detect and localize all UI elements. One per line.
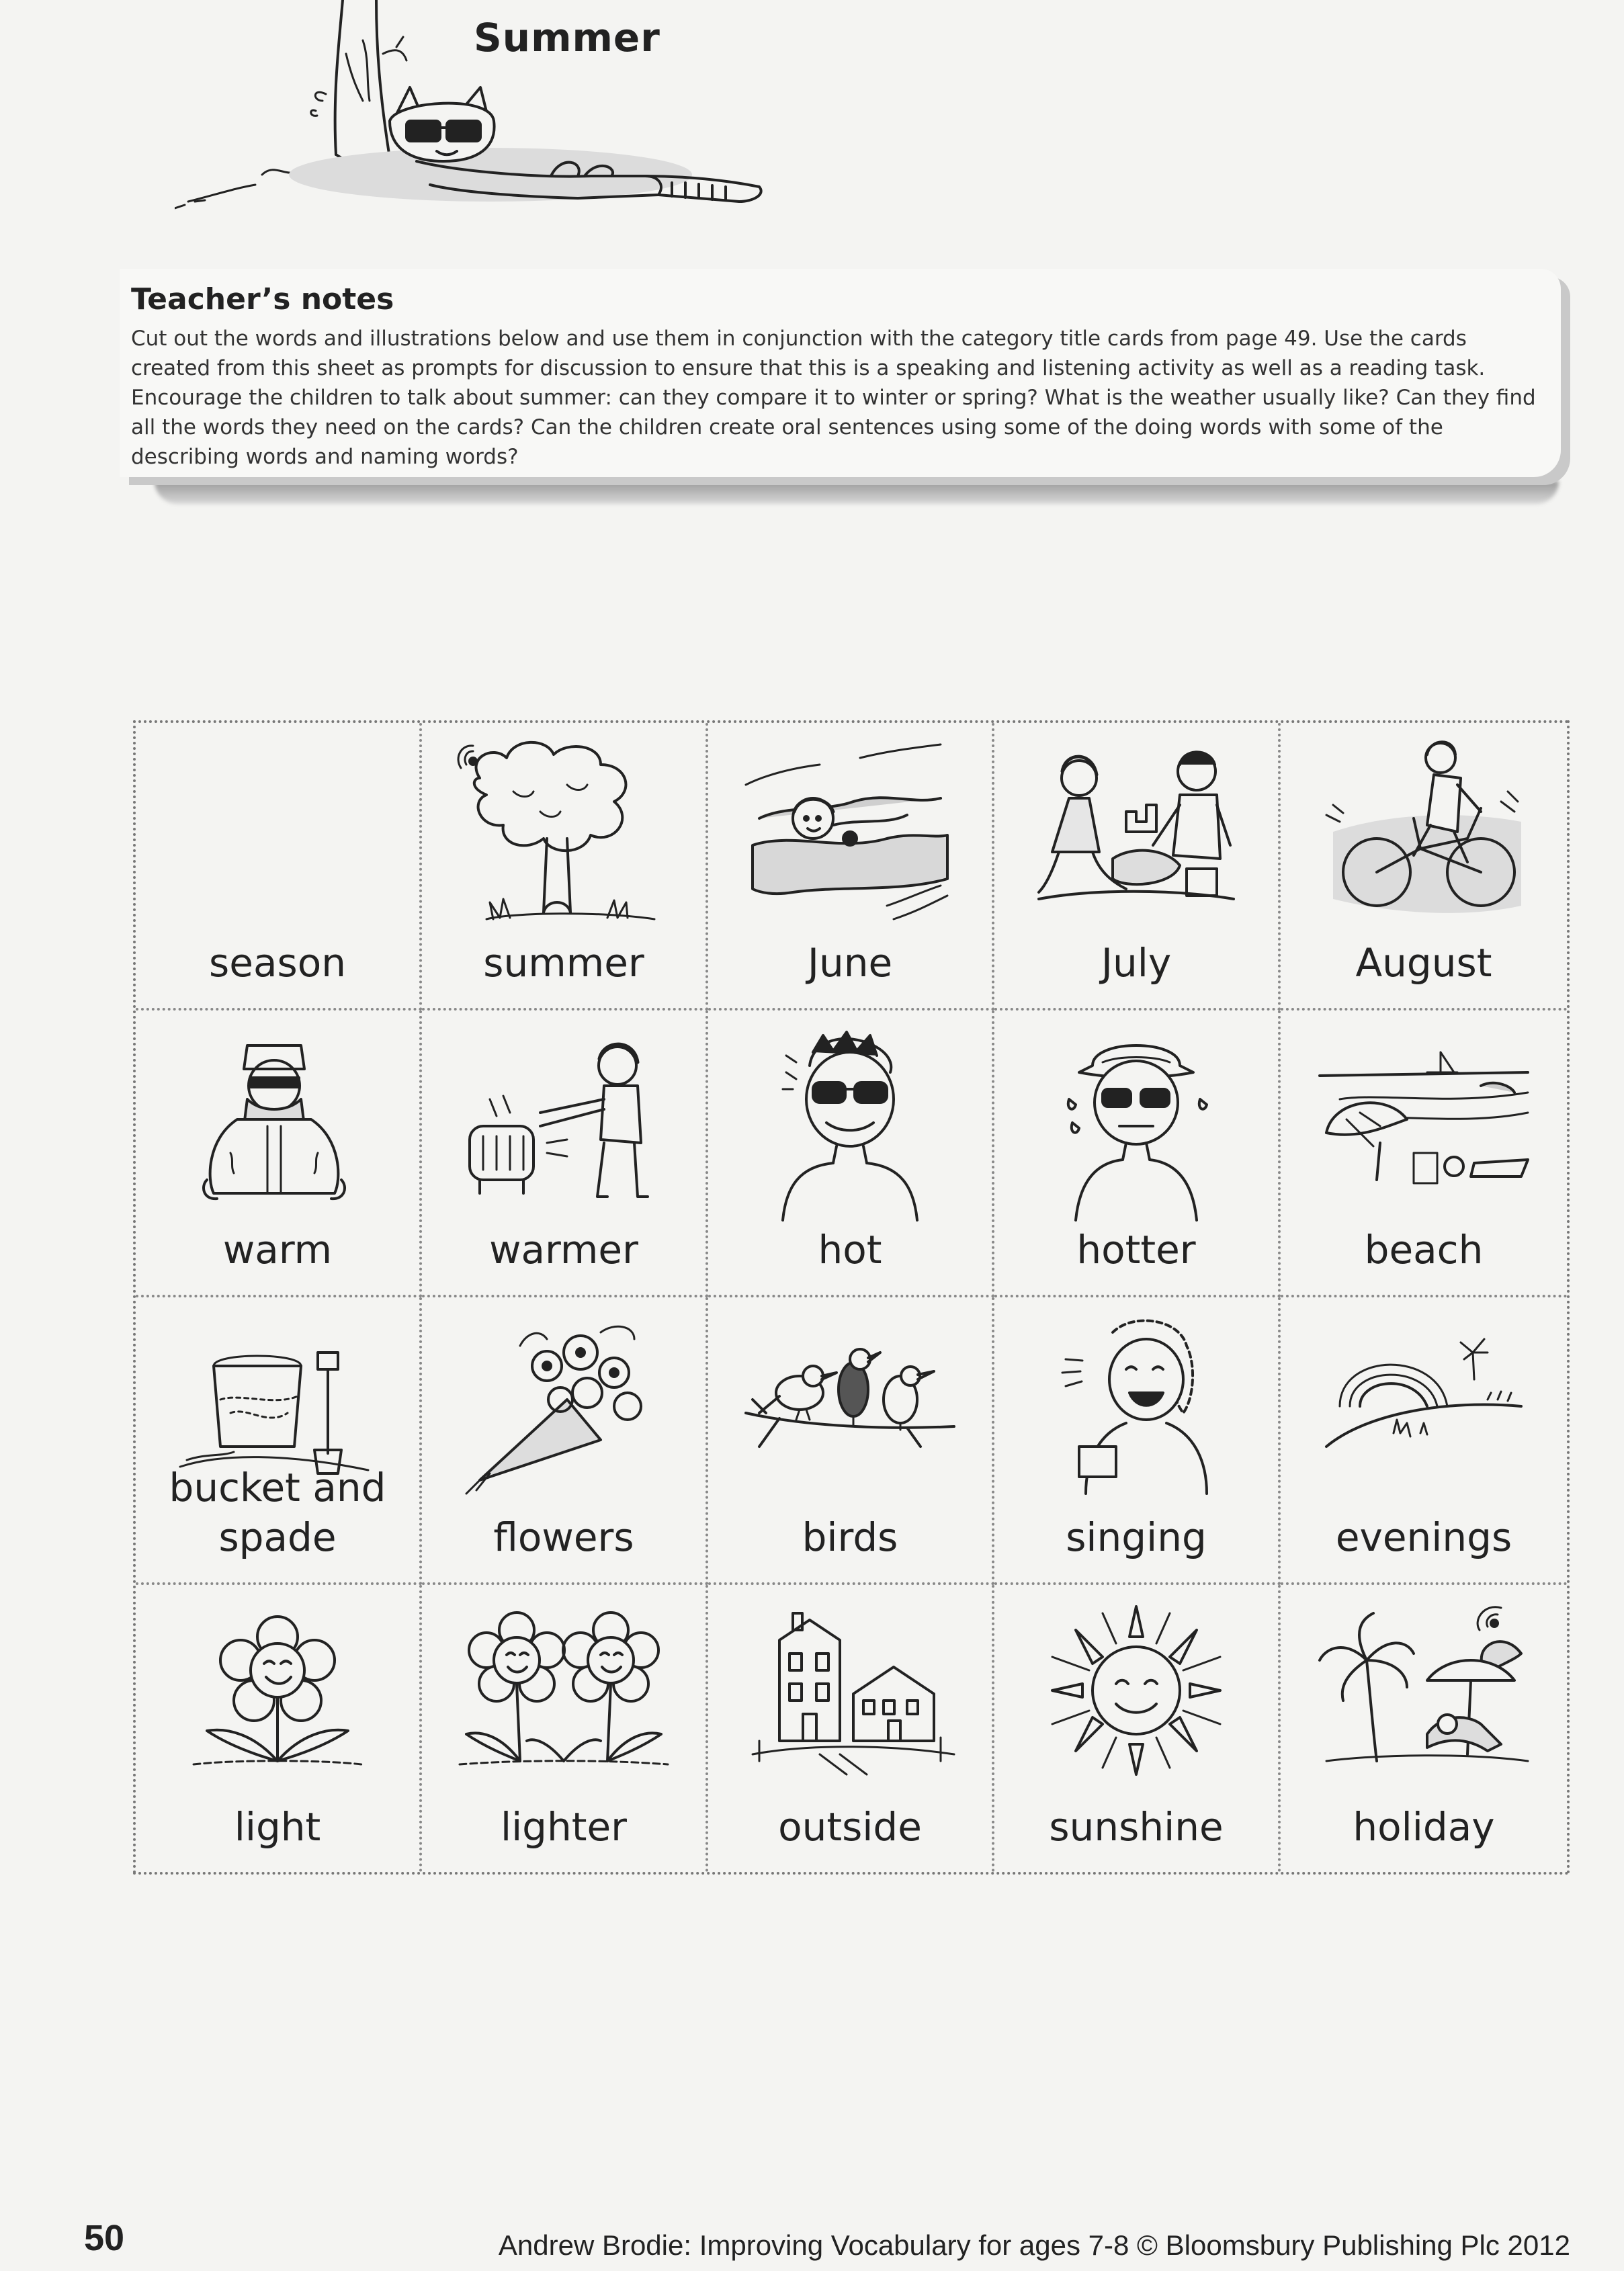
card-singing — [994, 1297, 1281, 1585]
card-word: holiday — [1353, 1804, 1495, 1850]
flower-icon — [167, 1600, 388, 1801]
footer-credit: Andrew Brodie: Improving Vocabulary for ages 7-8 © Bloomsbury Publishing Plc 2012 — [498, 2229, 1570, 2261]
sandcastle-icon — [1025, 738, 1247, 939]
card-word: lighter — [500, 1804, 628, 1850]
heater-icon — [453, 1025, 675, 1227]
card-lighter — [422, 1585, 708, 1873]
singer-icon — [1025, 1312, 1247, 1514]
sweating-face-icon — [1025, 1025, 1247, 1227]
page-title: Summer — [474, 15, 660, 60]
card-word: singing — [1066, 1514, 1207, 1560]
houses-icon — [739, 1600, 961, 1801]
card-word: July — [1101, 939, 1172, 986]
card-word: hotter — [1076, 1227, 1196, 1273]
card-august — [1281, 723, 1567, 1011]
card-outside — [708, 1585, 994, 1873]
card-word: bucket and spade — [169, 1464, 386, 1560]
card-flowers — [422, 1297, 708, 1585]
card-word: June — [807, 939, 893, 986]
sunglasses-face-icon — [739, 1025, 961, 1227]
card-beach — [1281, 1011, 1567, 1298]
sun-icon — [1025, 1600, 1247, 1801]
wrapped-person-icon — [167, 1025, 388, 1227]
tree-icon — [453, 738, 675, 939]
notes-panel-shadow — [155, 481, 1559, 504]
card-word: season — [209, 939, 346, 986]
card-july — [994, 723, 1281, 1011]
bicycle-icon — [1313, 738, 1535, 939]
card-evenings — [1281, 1297, 1567, 1585]
card-sunshine — [994, 1585, 1281, 1873]
card-warmer — [422, 1011, 708, 1298]
card-word: sunshine — [1049, 1804, 1224, 1850]
swimmer-icon — [739, 738, 961, 939]
card-word: warmer — [489, 1227, 638, 1273]
card-hotter — [994, 1011, 1281, 1298]
card-word: light — [234, 1804, 321, 1850]
card-word: evenings — [1335, 1514, 1512, 1560]
card-word: beach — [1364, 1227, 1484, 1273]
two-flowers-icon — [453, 1600, 675, 1801]
bouquet-icon — [453, 1312, 675, 1514]
card-word: outside — [778, 1804, 922, 1850]
card-hot — [708, 1011, 994, 1298]
sunset-icon — [1313, 1312, 1535, 1514]
card-warm — [136, 1011, 422, 1298]
notes-heading: Teacher’s notes — [131, 282, 394, 316]
card-word: August — [1355, 939, 1492, 986]
beach-umbrella-icon — [1313, 1025, 1535, 1227]
word-card-grid — [133, 720, 1570, 1875]
card-word: summer — [483, 939, 644, 986]
notes-body: Cut out the words and illustrations below and use them in conjunction with the category title cards from page 49. Use the cards created from this sheet as prompts for discussion to ensure that this is a speaking and listening activity as well as a reading task. Encourage the children to talk about summer: can they compare it to winter or spring? What is the weather usually like? Can they find all the words they need on the cards? Can the children create oral sentences using some of the doing words with some of the describing words and naming words? — [131, 327, 1536, 469]
card-word: birds — [802, 1514, 898, 1560]
card-season — [136, 723, 422, 1011]
card-holiday — [1281, 1585, 1567, 1873]
card-bucket-and-spade — [136, 1297, 422, 1585]
card-word: hot — [818, 1227, 882, 1273]
page-number: 50 — [84, 2218, 125, 2258]
card-birds — [708, 1297, 994, 1585]
card-word: warm — [222, 1227, 333, 1273]
card-light — [136, 1585, 422, 1873]
birds-on-branch-icon — [739, 1312, 961, 1514]
card-word: flowers — [493, 1514, 634, 1560]
palm-tree-icon — [1313, 1600, 1535, 1801]
card-summer — [422, 723, 708, 1011]
card-june — [708, 723, 994, 1011]
